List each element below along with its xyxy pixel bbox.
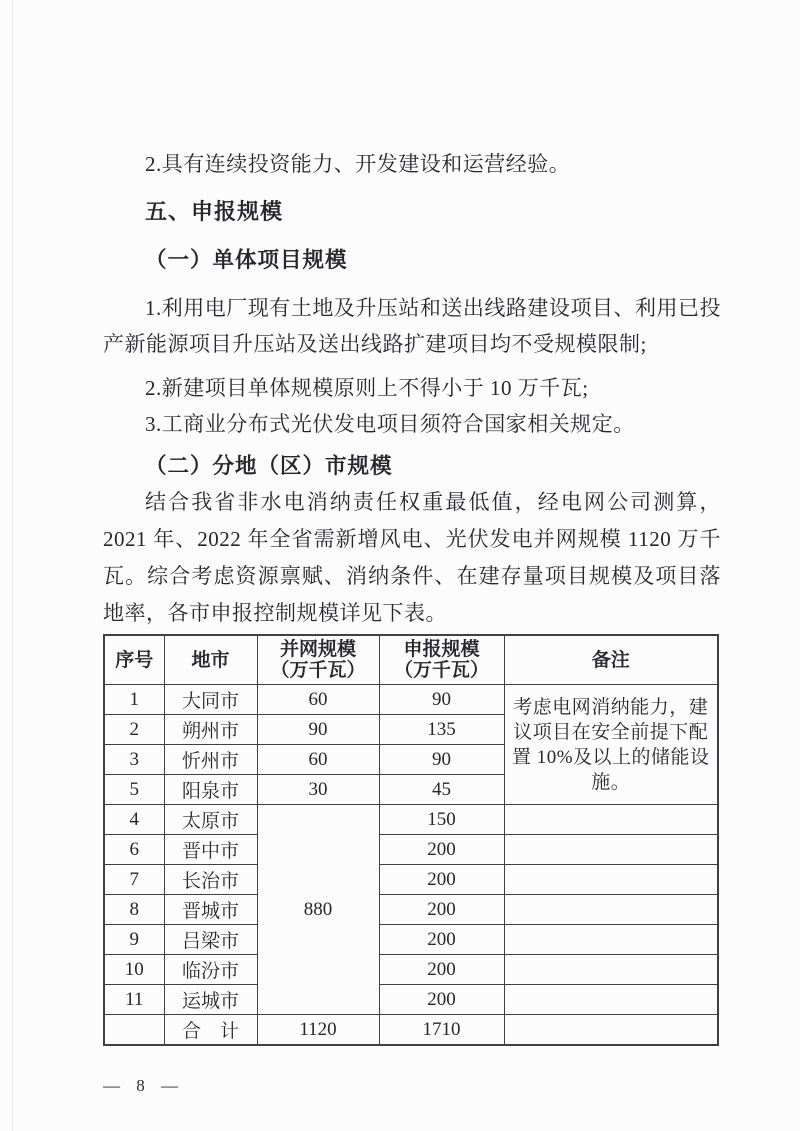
table-row [104,925,718,955]
cell-grid-scale: 60 [257,685,379,715]
scan-edge-artifact [12,0,13,1131]
paragraph-intro: 结合我省非水电消纳责任权重最低值，经电网公司测算，2021 年、2022 年全省需新增风电、光伏发电并网规模 1120 万千瓦。综合考虑资源禀赋、消纳条件、在建存量项目规模及项目落地率，各市申报控制规模详见下表。 [103,490,721,625]
cell-declare-scale: 200 [379,835,504,865]
cell-city: 阳泉市 [164,775,257,805]
cell-remark-empty [504,1015,718,1046]
table-row [104,835,718,865]
col-header-no: 序号 [104,635,164,685]
paragraph-item-2: 2.新建项目单体规模原则上不得小于 10 万千瓦; [145,376,589,400]
cell-declare-scale: 200 [379,865,504,895]
table-row [104,865,718,895]
cell-grid-scale: 60 [257,745,379,775]
cell-remark-empty [504,805,718,835]
table-row [104,895,718,925]
col-header-grid-scale: 并网规模 （万千瓦） [257,635,379,685]
cell-no: 1 [104,685,164,715]
cell-no: 6 [104,835,164,865]
cell-no: 2 [104,715,164,745]
cell-city: 太原市 [164,805,257,835]
cell-grid-scale: 30 [257,775,379,805]
heading-sub-2: （二）分地（区）市规模 [145,454,393,478]
cell-city: 晋中市 [164,835,257,865]
cell-grid-scale-merged: 880 [257,805,379,1015]
cell-city: 长治市 [164,865,257,895]
cell-city-total: 合 计 [164,1015,257,1046]
cell-grid-scale-total: 1120 [257,1015,379,1046]
col-header-declare-scale: 申报规模 （万千瓦） [379,635,504,685]
cell-remark-merged: 考虑电网消纳能力，建议项目在安全前提下配置 10%及以上的储能设施。 [504,685,718,805]
paragraph-item-1: 1.利用电厂现有土地及升压站和送出线路建设项目、利用已投产新能源项目升压站及送出线路扩建项目均不受规模限制; [103,296,721,356]
cell-remark-empty [504,955,718,985]
cell-declare-scale: 90 [379,745,504,775]
heading-sub-1: （一）单体项目规模 [145,248,348,272]
cell-declare-scale: 90 [379,685,504,715]
cell-city: 朔州市 [164,715,257,745]
cell-remark-empty [504,865,718,895]
col-header-remark: 备注 [504,635,718,685]
cell-grid-scale: 90 [257,715,379,745]
city-scale-table [103,634,719,1046]
cell-declare-scale: 135 [379,715,504,745]
cell-no: 11 [104,985,164,1015]
cell-no: 5 [104,775,164,805]
cell-declare-scale: 200 [379,955,504,985]
paragraph-item-3: 3.工商业分布式光伏发电项目须符合国家相关规定。 [145,412,635,436]
table-total-row [104,1015,718,1046]
table-row [104,805,718,835]
cell-declare-scale: 150 [379,805,504,835]
cell-remark-empty [504,895,718,925]
cell-no: 10 [104,955,164,985]
cell-remark-empty [504,925,718,955]
cell-remark-empty [504,985,718,1015]
page-number: — 8 — [103,1076,180,1095]
cell-declare-scale-total: 1710 [379,1015,504,1046]
table-header-row [104,635,718,685]
col-header-city: 地市 [164,635,257,685]
heading-section-5: 五、申报规模 [145,199,284,224]
cell-no: 9 [104,925,164,955]
cell-city: 晋城市 [164,895,257,925]
cell-city: 忻州市 [164,745,257,775]
cell-city: 运城市 [164,985,257,1015]
cell-no: 3 [104,745,164,775]
cell-declare-scale: 200 [379,925,504,955]
table-row [104,685,718,715]
cell-no: 4 [104,805,164,835]
cell-city: 临汾市 [164,955,257,985]
cell-declare-scale: 45 [379,775,504,805]
cell-no [104,1015,164,1046]
table-row [104,955,718,985]
cell-declare-scale: 200 [379,985,504,1015]
paragraph-experience: 2.具有连续投资能力、开发建设和运营经验。 [145,152,571,176]
cell-no: 7 [104,865,164,895]
table-row [104,985,718,1015]
cell-city: 大同市 [164,685,257,715]
cell-remark-empty [504,835,718,865]
cell-city: 吕梁市 [164,925,257,955]
cell-declare-scale: 200 [379,895,504,925]
cell-no: 8 [104,895,164,925]
